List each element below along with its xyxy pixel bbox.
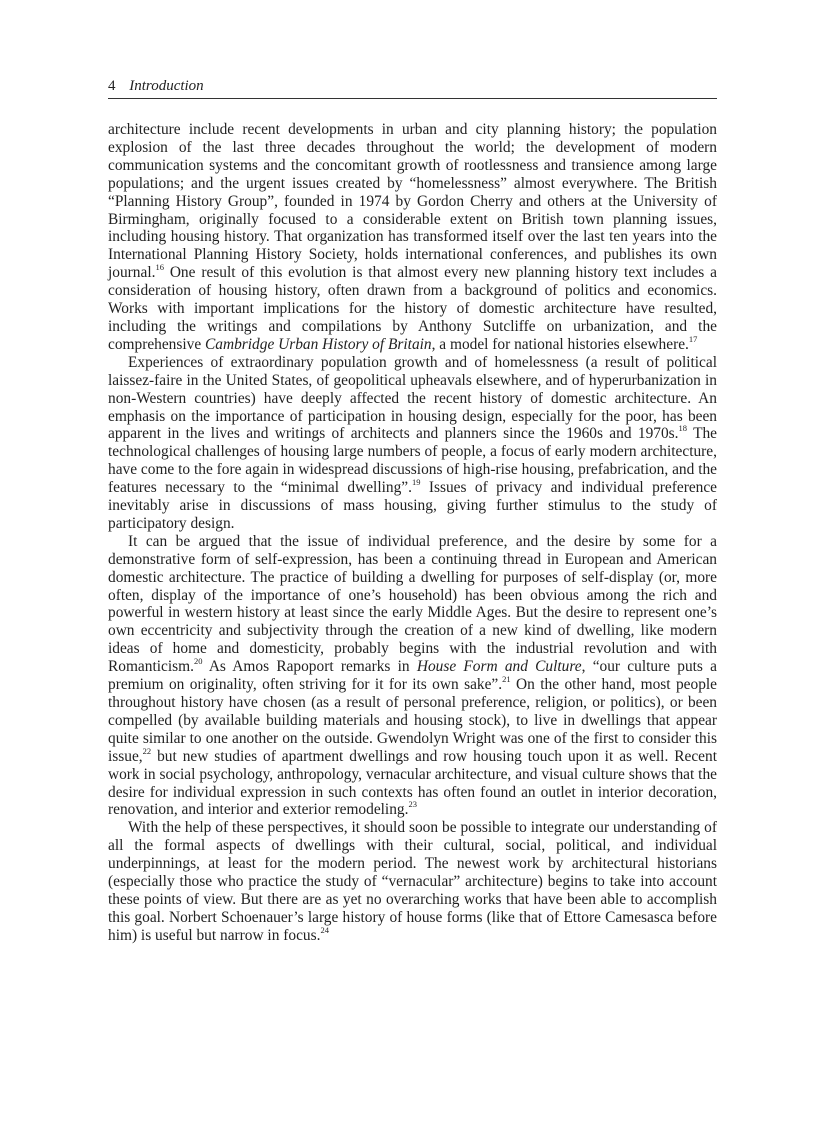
book-title-cambridge-urban-history: Cambridge Urban History of Britain (205, 335, 432, 353)
body-text (108, 121, 717, 945)
footnote-ref-19: 19 (411, 477, 421, 487)
footnote-ref-22: 22 (142, 745, 152, 756)
paragraph-2 (108, 354, 717, 533)
text-run: , “our culture puts a premium on originality, often striving for it for its own sake”. (108, 658, 717, 694)
text-run: Experiences of extraordinary population growth and of homelessness (a result of political laissez-faire in the United States, of geopolitical upheavals elsewhere, and of hyperurbanization in non-Western countries) have deeply affected the recent history of domestic architecture. An emphasis on the importance of participation in housing design, especially for the poor, has been apparent in the lives and writings of architects and planners since the 1960s and 1970s. (108, 353, 717, 443)
footnote-ref-23: 23 (408, 799, 417, 810)
paragraph-4 (108, 819, 717, 944)
text-run: As Amos Rapoport remarks in (202, 658, 417, 676)
running-head (108, 76, 717, 99)
text-run: but new studies of apartment dwellings and row housing touch upon it as well. Recent work in social psychology, anthropology, vernacular architecture, and visual culture shows that the desire for individual expression in such contexts has often found an outlet in interior decoration, renovation, and interior and exterior remodeling. (108, 747, 717, 819)
text-run: The technological challenges of housing large numbers of people, a focus of early modern architecture, have come to the fore again in widespread discussions of high-rise housing, prefabrication, and the features necessary to the “minimal dwelling”. (108, 425, 717, 497)
footnote-ref-16: 16 (155, 262, 164, 273)
text-run: With the help of these perspectives, it should soon be possible to integrate our understanding of all the formal aspects of dwellings with their cultural, social, political, and individual underpinnings, at least for the modern period. The newest work by architectural historians (especially those who practice the study of “vernacular” architecture) begins to take into account these points of view. But there are as yet no overarching works that have been able to accomplish this goal. Norbert Schoenauer’s large history of house forms (like that of Ettore Camesasca before him) is useful but narrow in focus. (108, 819, 717, 944)
paragraph-3 (108, 533, 717, 820)
page-number: 4 (108, 78, 116, 94)
text-run: , a model for national histories elsewhere. (431, 335, 689, 353)
footnote-ref-17: 17 (688, 333, 698, 344)
chapter-title: Introduction (129, 78, 204, 94)
text-run: Issues of privacy and individual preference inevitably arise in discussions of mass housing, giving further stimulus to the study of participatory design. (108, 479, 718, 532)
text-run: On the other hand, most people throughout history have chosen (as a result of personal preference, religion, or politics), or been compelled (by available building materials and housing stock), to live in dwellings that appear quite similar to one another on the outside. Gwendolyn Wright was one of the first to consider this issue, (108, 676, 717, 765)
footnote-ref-21: 21 (502, 673, 511, 684)
text-run: It can be argued that the issue of individual preference, and the desire by some for a demonstrative form of self-expression, has been a continuing thread in European and American domestic architecture. The practice of building a dwelling for purposes of self-display (or, more often, display of the importance of one’s household) has been obvious among the rich and powerful in western history at least since the early Middle Ages. But the desire to represent one’s own eccentricity and subjectivity through the creation of a new kind of dwelling, like modern ideas of home and domesticity, probably begins with the industrial revolution and with Romanticism. (108, 532, 717, 676)
footnote-ref-24: 24 (320, 924, 329, 935)
text-run: architecture include recent developments in urban and city planning history; the population explosion of the last three decades throughout the world; the development of modern communication systems and the concomitant growth of rootlessness and transience among large populations; and the urgent issues created by “homelessness” almost everywhere. The British “Planning History Group”, founded in 1974 by Gordon Cherry and others at the University of Birmingham, originally focused to a considerable extent on British town planning issues, including housing history. That organization has transformed itself over the last ten years into the International Planning History Society, holds international conferences, and publishes its own journal. (108, 121, 717, 282)
footnote-ref-18: 18 (678, 423, 687, 434)
book-title-house-form-and-culture: House Form and Culture (416, 658, 582, 676)
footnote-ref-20: 20 (193, 656, 203, 667)
text-run: One result of this evolution is that almost every new planning history text includes a consideration of housing history, often drawn from a background of politics and economics. Works with important implications for the history of domestic architecture have resulted, including the writings and compilations by Anthony Sutcliffe on urbanization, and the comprehensive (108, 264, 717, 353)
paragraph-1 (108, 121, 717, 354)
